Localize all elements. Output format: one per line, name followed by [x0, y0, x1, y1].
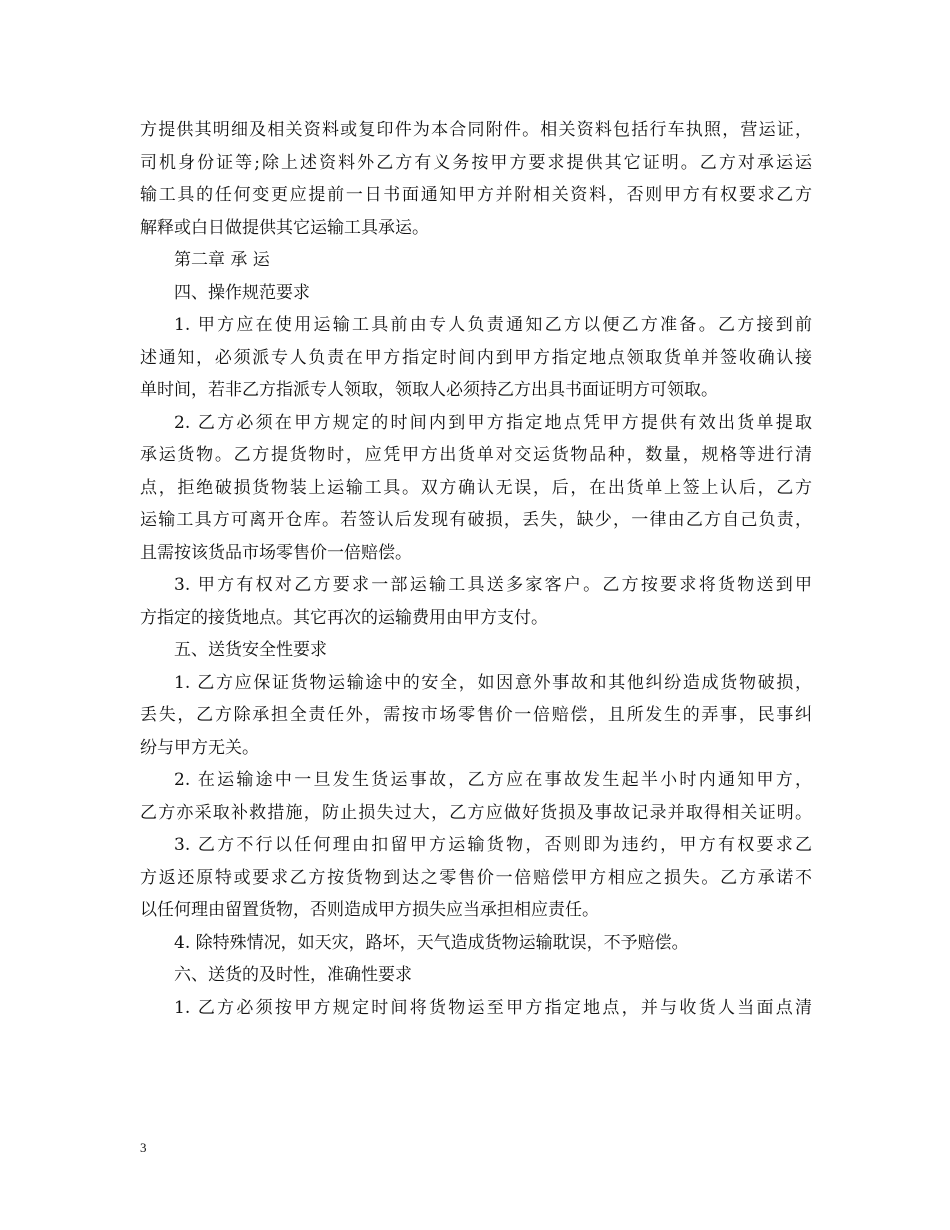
- paragraph-line: 方指定的接货地点。其它再次的运输费用由甲方支付。: [140, 607, 548, 628]
- paragraph-line: 4. 除特殊情况，如天灾，路坏，天气造成货物运输耽误，不予赔偿。: [174, 932, 689, 953]
- paragraph-line: 1. 甲方应在使用运输工具前由专人负责通知乙方以便乙方准备。乙方接到前: [174, 315, 812, 335]
- paragraph-line: 以任何理由留置货物，否则造成甲方损失应当承担相应责任。: [140, 900, 599, 920]
- paragraph-line: 且需按该货品市场零售价一倍赔偿。: [140, 542, 412, 563]
- section-heading: 五、送货安全性要求: [174, 640, 327, 660]
- paragraph-line: 承运货物。乙方提货物时，应凭甲方出货单对交运货物品种，数量，规格等进行清: [140, 445, 812, 465]
- paragraph-line: 运输工具方可离开仓库。若签认后发现有破损，丢失，缺少，一律由乙方自己负责，: [140, 510, 812, 530]
- paragraph-line: 3. 甲方有权对乙方要求一部运输工具送多家客户。乙方按要求将货物送到甲: [174, 575, 812, 595]
- page-number: 3: [140, 1140, 147, 1155]
- paragraph-line: 1. 乙方必须按甲方规定时间将货物运至甲方指定地点，并与收货人当面点清: [174, 997, 812, 1018]
- document-body: [140, 114, 812, 1024]
- section-heading: 四、操作规范要求: [174, 282, 310, 303]
- paragraph-line: 方提供其明细及相关资料或复印件为本合同附件。相关资料包括行车执照，营运证，: [140, 120, 812, 140]
- paragraph-line: 方返还原特或要求乙方按货物到达之零售价一倍赔偿甲方相应之损失。乙方承诺不: [140, 867, 812, 888]
- paragraph-line: 输工具的任何变更应提前一日书面通知甲方并附相关资料，否则甲方有权要求乙方: [140, 185, 812, 205]
- paragraph-line: 司机身份证等;除上述资料外乙方有义务按甲方要求提供其它证明。乙方对承运运: [140, 152, 812, 173]
- paragraph-line: 2. 在运输途中一旦发生货运事故，乙方应在事故发生起半小时内通知甲方，: [174, 770, 812, 790]
- section-heading: 六、送货的及时性，准确性要求: [174, 965, 412, 985]
- chapter-heading: 第二章 承 运: [174, 250, 270, 270]
- paragraph-line: 2. 乙方必须在甲方规定的时间内到甲方指定地点凭甲方提供有效出货单提取: [174, 412, 812, 433]
- paragraph-line: 纷与甲方无关。: [140, 737, 259, 758]
- paragraph-line: 1. 乙方应保证货物运输途中的安全，如因意外事故和其他纠纷造成货物破损，: [174, 672, 812, 693]
- paragraph-line: 点，拒绝破损货物装上运输工具。双方确认无误，后，在出货单上签上认后，乙方: [140, 477, 812, 498]
- paragraph-line: 解释或白日做提供其它运输工具承运。: [140, 217, 429, 238]
- paragraph-line: 3. 乙方不行以任何理由扣留甲方运输货物，否则即为违约，甲方有权要求乙: [174, 835, 812, 855]
- paragraph-line: 单时间，若非乙方指派专人领取，领取人必须持乙方出具书面证明方可领取。: [140, 380, 718, 400]
- paragraph-line: 述通知，必须派专人负责在甲方指定时间内到甲方指定地点领取货单并签收确认接: [140, 347, 812, 368]
- paragraph-line: 乙方亦采取补救措施，防止损失过大，乙方应做好货损及事故记录并取得相关证明。: [140, 802, 812, 823]
- paragraph-line: 丢失，乙方除承担全责任外，需按市场零售价一倍赔偿，且所发生的弄事，民事纠: [140, 705, 812, 725]
